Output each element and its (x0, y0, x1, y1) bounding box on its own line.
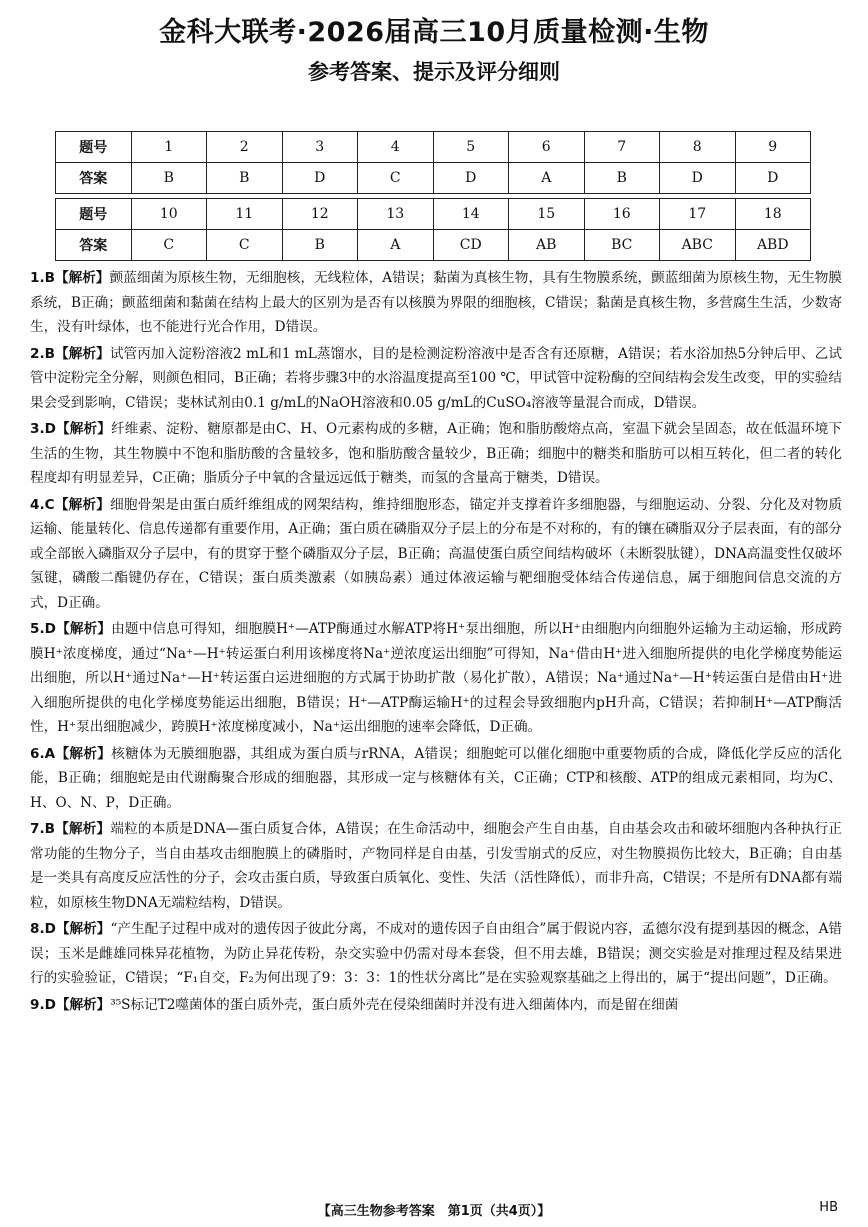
answer-cell: ABD (735, 230, 811, 261)
table-row (56, 230, 811, 261)
item-lead: 8.D【解析】 (30, 921, 111, 937)
explanation-item (30, 817, 842, 915)
page-title: 金科大联考·2026届高三10月质量检测·生物 (159, 17, 709, 48)
answer-cell: C (131, 230, 207, 261)
table-row (56, 132, 811, 163)
row-label-answer: 答案 (56, 163, 132, 194)
item-text: 由题中信息可得知，细胞膜H⁺—ATP酶通过水解ATP将H⁺泵出细胞，所以H⁺由细胞内向细胞外运输为主动运输，形成跨膜H⁺浓度梯度，通过“Na⁺—H⁺转运蛋白利用该梯度将Na⁺逆浓度运出细胞”可得知，Na⁺借由H⁺进入细胞所提供的电化学梯度势能运出细胞，所以H⁺通过Na⁺—H⁺转运蛋白运进细胞的方式属于协助扩散（易化扩散），A错误；Na⁺通过Na⁺—H⁺转运蛋白是借由H⁺进入细胞所提供的电化学梯度势能运出细胞，B错误；H⁺—ATP酶运输H⁺的过程会导致细胞内pH升高，C错误；若抑制H⁺—ATP酶活性，H⁺泵出细胞减少，跨膜H⁺浓度梯度减小，Na⁺运出细胞的速率会降低，D正确。 (30, 621, 842, 735)
explanation-item (30, 917, 842, 991)
answer-cell: A (358, 230, 434, 261)
question-number: 13 (358, 199, 434, 230)
question-number: 2 (207, 132, 283, 163)
answer-cell: B (207, 163, 283, 194)
question-number: 10 (131, 199, 207, 230)
answer-cell: ABC (660, 230, 736, 261)
answer-cell: B (584, 163, 660, 194)
page-footer: 【高三生物参考答案 第1页（共4页）】 (317, 1204, 551, 1219)
question-number: 12 (282, 199, 358, 230)
page-subtitle: 参考答案、提示及评分细则 (308, 60, 560, 84)
answer-cell: B (131, 163, 207, 194)
answer-cell: BC (584, 230, 660, 261)
question-number: 9 (735, 132, 811, 163)
row-label-answer: 答案 (56, 230, 132, 261)
question-number: 6 (509, 132, 585, 163)
answer-cell: AB (509, 230, 585, 261)
question-number: 4 (358, 132, 434, 163)
answer-cell: D (433, 163, 509, 194)
question-number: 18 (735, 199, 811, 230)
row-label-number: 题号 (56, 132, 132, 163)
item-lead: 1.B【解析】 (30, 270, 110, 286)
question-number: 5 (433, 132, 509, 163)
item-lead: 6.A【解析】 (30, 745, 112, 762)
answer-cell: D (282, 163, 358, 194)
question-number: 15 (509, 199, 585, 230)
answer-cell: CD (433, 230, 509, 261)
item-text: 颤蓝细菌为原核生物，无细胞核，无线粒体，A错误；黏菌为真核生物，具有生物膜系统，颤蓝细菌为原核生物，无生物膜系统，B正确；颤蓝细菌和黏菌在结构上最大的区别为是否有以核膜为界限的细胞核，C错误；黏菌是真核生物，多营腐生生活，少数寄生，没有叶绿体，也不能进行光合作用，D错误。 (30, 270, 842, 335)
item-lead: 2.B【解析】 (30, 345, 110, 362)
answer-cell: C (207, 230, 283, 261)
question-number: 3 (282, 132, 358, 163)
question-number: 16 (584, 199, 660, 230)
explanation-list (30, 266, 842, 1019)
explanation-item (30, 617, 842, 740)
row-label-number: 题号 (56, 199, 132, 230)
question-number: 7 (584, 132, 660, 163)
explanation-item (30, 266, 842, 340)
explanation-item (30, 993, 842, 1018)
item-text: 试管丙加入淀粉溶液2 mL和1 mL蒸馏水，目的是检测淀粉溶液中是否含有还原糖，A错误；若水浴加热5分钟后甲、乙试管中淀粉完全分解，则颜色相同，B正确；若将步骤3中的水浴温度提高至100 ℃，甲试管中淀粉酶的空间结构会发生改变，甲的实验结果会受到影响，C错误；斐林试剂由0.1 g/mL的NaOH溶液和0.05 g/mL的CuSO₄溶液等量混合而成，D错误。 (30, 345, 842, 411)
question-number: 17 (660, 199, 736, 230)
question-number: 14 (433, 199, 509, 230)
answer-cell: D (735, 163, 811, 194)
item-text: 端粒的本质是DNA—蛋白质复合体，A错误；在生命活动中，细胞会产生自由基，自由基会攻击和破坏细胞内各种执行正常功能的生物分子，当自由基攻击细胞膜上的磷脂时，产物同样是自由基，引发雪崩式的反应，对生物膜损伤比较大，B正确；自由基是一类具有高度反应活性的分子，会攻击蛋白质，导致蛋白质氧化、变性、失活（活性降低），而非升高，C错误；不是所有DNA都有端粒，如原核生物DNA无端粒结构，D错误。 (30, 821, 842, 911)
item-lead: 5.D【解析】 (30, 621, 112, 637)
explanation-item (30, 342, 842, 416)
item-text: “产生配子过程中成对的遗传因子彼此分离，不成对的遗传因子自由组合”属于假说内容，孟德尔没有提到基因的概念，A错误；玉米是雌雄同株异花植物，为防止异花传粉，杂交实验中仍需对母本套袋，但不用去雄，B错误；测交实验是对推理过程及结果进行的实验验证，C错误；“F₁自交，F₂为何出现了9：3：3：1的性状分离比”是在实验观察基础之上得出的，属于“提出问题”，D正确。 (30, 921, 843, 986)
explanation-item (30, 742, 842, 816)
item-text: 纤维素、淀粉、糖原都是由C、H、O元素构成的多糖，A正确；饱和脂肪酸熔点高，室温下就会呈固态，故在低温环境下生活的生物，其生物膜中不饱和脂肪酸的含量较多，饱和脂肪酸含量较少，B正确；细胞中的糖类和脂肪可以相互转化，但二者的转化程度却有明显差异，C正确；脂质分子中氧的含量远远低于糖类，而氢的含量高于糖类，D错误。 (30, 421, 843, 486)
explanation-item (30, 417, 842, 491)
question-number: 11 (207, 199, 283, 230)
item-lead: 4.C【解析】 (30, 496, 111, 513)
item-text: 细胞骨架是由蛋白质纤维组成的网架结构，维持细胞形态，锚定并支撑着许多细胞器，与细胞运动、分裂、分化及对物质运输、能量转化、信息传递都有重要作用，A正确；蛋白质在磷脂双分子层上的分布是不对称的，有的镶在磷脂双分子层表面，有的部分或全部嵌入磷脂双分子层中，有的贯穿于整个磷脂双分子层，B正确；高温使蛋白质空间结构破坏（未断裂肽键），DNA高温变性仅破坏氢键，磷酸二酯键仍存在，C错误；蛋白质类激素（如胰岛素）通过体液运输与靶细胞受体结合传递信息，属于细胞间信息交流的方式，D正确。 (30, 496, 842, 611)
footer-code: HB (819, 1200, 838, 1215)
item-lead: 7.B【解析】 (30, 821, 111, 837)
item-lead: 9.D【解析】 (30, 996, 111, 1013)
answer-cell: A (509, 163, 585, 194)
answer-cell: C (358, 163, 434, 194)
explanation-item (30, 493, 842, 616)
question-number: 8 (660, 132, 736, 163)
item-text: ³⁵S标记T2噬菌体的蛋白质外壳，蛋白质外壳在侵染细菌时并没有进入细菌体内，而是留在细菌 (110, 996, 679, 1013)
answer-cell: D (660, 163, 736, 194)
item-lead: 3.D【解析】 (30, 421, 112, 437)
answer-cell: B (282, 230, 358, 261)
answer-table (55, 131, 811, 261)
table-row (56, 163, 811, 194)
table-row (56, 199, 811, 230)
item-text: 核糖体为无膜细胞器，其组成为蛋白质与rRNA，A错误；细胞蛇可以催化细胞中重要物质的合成，降低化学反应的活化能，B正确；细胞蛇是由代谢酶聚合形成的细胞器，其形成一定与核糖体有关，C正确；CTP和核酸、ATP的组成元素相同，均为C、H、O、N、P，D正确。 (30, 745, 842, 811)
question-number: 1 (131, 132, 207, 163)
